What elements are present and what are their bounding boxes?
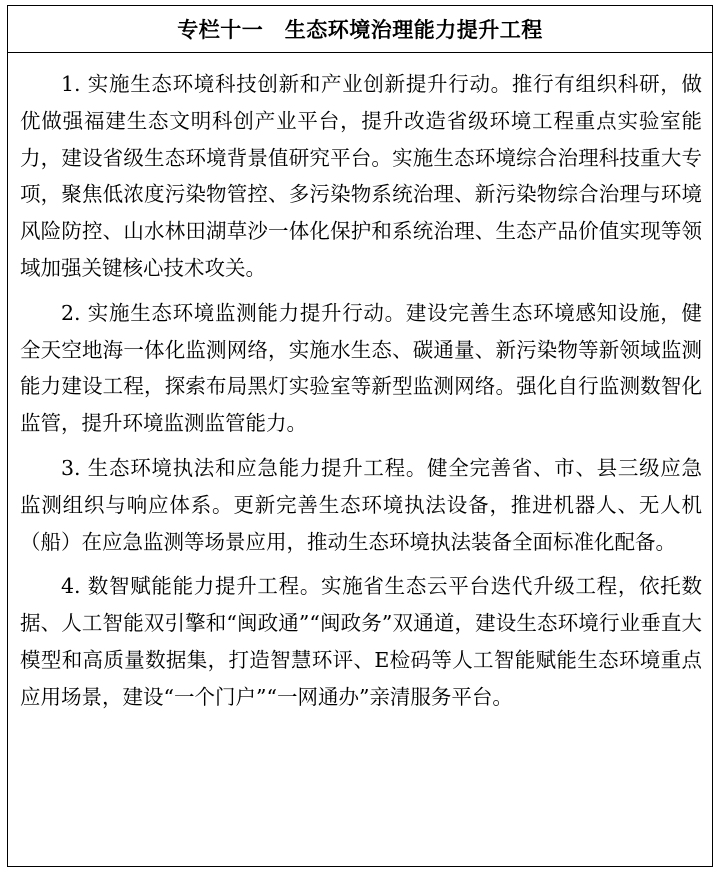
paragraph-2: 2. 实施生态环境监测能力提升行动。建设完善生态环境感知设施，健全天空地海一体化监测网络，实施水生态、碳通量、新污染物等新领域监测能力建设工程，探索布局黑灯实验室等新型监测网络。强化自行监测数智化监管，提升环境监测监管能力。 (20, 300, 702, 436)
paragraph-4: 4. 数智赋能能力提升工程。实施省生态云平台迭代升级工程，依托数据、人工智能双引擎和“闽政通”“闽政务”双通道，建设生态环境行业垂直大模型和高质量数据集，打造智慧环评、E检码等人工智能赋能生态环境重点应用场景，建设“一个门户”“一网通办”亲清服务平台。 (20, 574, 702, 709)
paragraph-3: 3. 生态环境执法和应急能力提升工程。健全完善省、市、县三级应急监测组织与响应体系。更新完善生态环境执法设备，推进机器人、无人机（船）在应急监测等场景应用，推动生态环境执法装备全面标准化配备。 (20, 455, 702, 554)
paragraph-1: 1. 实施生态环境科技创新和产业创新提升行动。推行有组织科研，做优做强福建生态文明科创产业平台，提升改造省级环境工程重点实验室能力，建设省级生态环境背景值研究平台。实施生态环境综合治理科技重大专项，聚焦低浓度污染物管控、多污染物系统治理、新污染物综合治理与环境风险防控、山水林田湖草沙一体化保护和系统治理、生态产品价值实现等领域加强关键核心技术攻关。 (20, 72, 702, 280)
column-box (7, 5, 713, 867)
column-title: 专栏十一 生态环境治理能力提升工程 (8, 6, 712, 53)
column-content (8, 53, 712, 716)
